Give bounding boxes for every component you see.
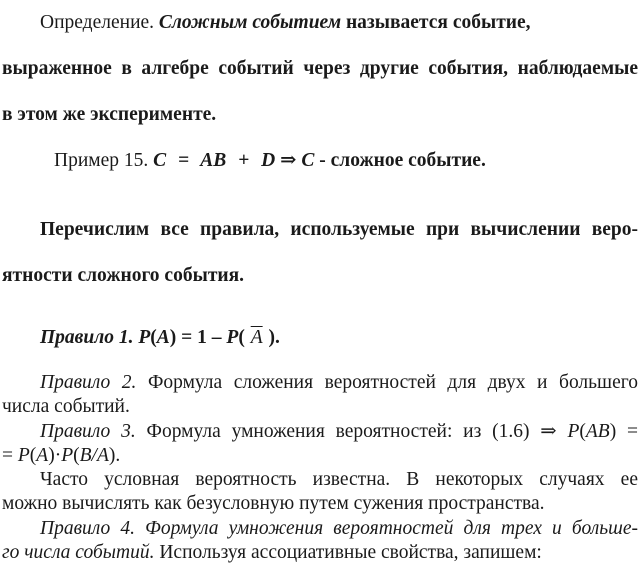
rule3-open: ( [579, 420, 586, 442]
rule3-o1: ( [29, 444, 37, 466]
rule3-p: P [567, 420, 580, 442]
example-line [2, 138, 638, 184]
rule1-p2: P [226, 327, 239, 348]
conditional-note-line-2: можно вычислять как безусловную путем сужения пространства. [2, 493, 545, 515]
rule1-a1: A [156, 327, 170, 348]
rule1-close: ). [263, 327, 280, 348]
rule3-label: Правило 3. [40, 420, 136, 442]
rule1-line [2, 315, 638, 361]
rule3-a: A [36, 444, 49, 466]
rules-section [2, 371, 638, 565]
example-result-event: C [301, 150, 315, 171]
definition-line-1-rest: называется событие, [341, 12, 531, 33]
rule3-line-1-rest: Формула умножения вероятностей: из (1.6) ⇒ [135, 420, 568, 442]
rule1-p1: P [138, 327, 151, 348]
rule2-line-1 [2, 371, 638, 395]
definition-word: Определение. [40, 12, 159, 33]
example-paragraph [2, 138, 638, 184]
rules-intro-line-2: ятности сложного события. [2, 265, 245, 286]
definition-paragraph [2, 0, 638, 138]
rule1-open2: ( [238, 327, 250, 348]
rule2-paragraph [2, 371, 638, 420]
rule3-line-1 [2, 420, 638, 444]
rule2-line-1-rest: Формула сложения вероятностей для двух и большего [136, 372, 638, 393]
implies-arrow: ⇒ [275, 150, 302, 171]
rules-intro-paragraph [2, 207, 638, 299]
rule3-line-2 [2, 444, 638, 468]
rule4-line-2-italic: го числа событий. [2, 542, 155, 564]
rule3-ba: B/A [79, 444, 109, 466]
rule3-p1: P [17, 444, 30, 466]
rule1-paragraph [2, 315, 638, 361]
rule4-line-1: Правило 4. Формула умножения вероятностей для трех и больше- [40, 517, 638, 539]
rules-intro-line-1: Перечислим все правила, используемые при вычислении веро- [40, 219, 638, 240]
rule3-ab: AB [585, 420, 610, 442]
definition-line-1 [2, 0, 638, 46]
rule1-a-complement: $\overline{A}$ [250, 327, 263, 348]
rule3-c1: )· [48, 444, 62, 466]
rule1-label: Правило 1. [40, 327, 139, 348]
rule2-line-2: числа событий. [2, 396, 130, 418]
definition-line-3: в этом же эксперименте. [2, 104, 217, 125]
conditional-note-line-1: Часто условная вероятность известна. В некоторых случаях ее [40, 469, 638, 491]
conditional-note-paragraph [2, 468, 638, 517]
rule3-p2: P [61, 444, 74, 466]
example-tail: - сложное событие. [314, 150, 486, 171]
rule3-o2: ( [73, 444, 80, 466]
rule4-line-2 [2, 541, 638, 565]
example-formula: C = AB + D [153, 150, 276, 171]
rule4-paragraph [2, 517, 638, 566]
rule3-paragraph [2, 420, 638, 469]
rule3-eq: = [2, 444, 18, 466]
rule3-close-eq: ) = [609, 420, 638, 442]
rule1-mid: ) = 1 – [169, 327, 227, 348]
rule2-label: Правило 2. [40, 372, 137, 393]
rule1-open1: ( [150, 327, 157, 348]
rule3-c2: ). [108, 444, 121, 466]
definition-line-2: выраженное в алгебре событий через другие события, наблюдаемые [2, 58, 638, 79]
rule4-line-2-rest: Используя ассоциативные свойства, запишем: [154, 542, 542, 564]
definition-term: Сложным событием [158, 12, 342, 33]
example-label: Пример 15. [54, 150, 154, 171]
